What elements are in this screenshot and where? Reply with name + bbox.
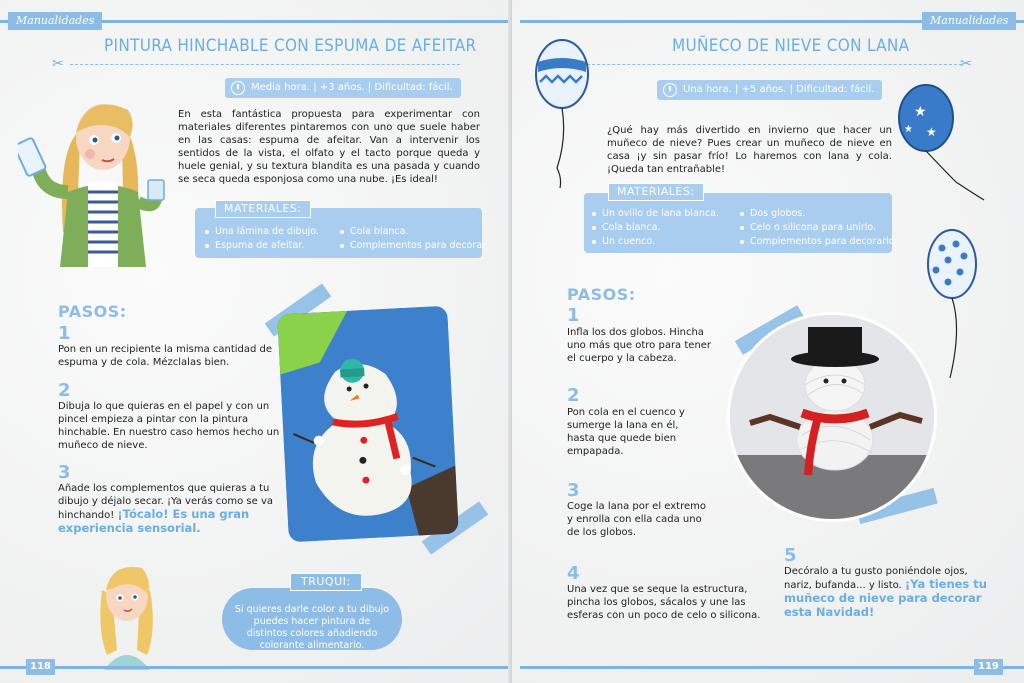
step-text: [784, 565, 989, 620]
step-number: 4: [567, 563, 580, 584]
steps-heading: PASOS:: [58, 302, 127, 321]
right-page: [512, 0, 1024, 683]
step-number: 1: [58, 323, 71, 344]
yarn-snowman-photo: [727, 312, 937, 522]
info-pill: [657, 80, 882, 100]
step-text: Una vez que se seque la estructura, pincha los globos, sácalos y une las esferas con un poco de celo o silicona.: [567, 584, 761, 621]
material-item: Complementos para decorarlo.: [740, 236, 897, 247]
svg-text:★: ★: [926, 125, 937, 139]
steps-heading: PASOS:: [567, 285, 636, 304]
step-text: Coge la lana por el extremo y enrolla con ella cada uno de los globos.: [567, 501, 706, 538]
truqui-bubble: Si quieres darle color a tu dibujo puedes hacer pintura de distintos colores añadiendo colorante alimentario.: [222, 588, 402, 650]
material-item: Un ovillo de lana blanca.: [592, 208, 719, 219]
material-item: Complementos para decorar.: [340, 240, 488, 251]
cut-line: [572, 64, 962, 65]
material-item: Espuma de afeitar.: [205, 240, 304, 251]
step-text: Pon cola en el cuenco y sumerge la lana en él, hasta que quede bien empapada.: [567, 407, 685, 457]
section-tag: Manualidades: [922, 12, 1016, 30]
info-pill: [225, 78, 461, 98]
scissors-icon: ✂: [52, 56, 64, 72]
girl-portrait-illustration: [92, 560, 162, 670]
step-number: 3: [58, 462, 71, 483]
scissors-icon: ✂: [960, 56, 972, 72]
footer-rule: [0, 666, 512, 669]
page-number: 118: [26, 659, 55, 675]
step-body: Decóralo a tu gusto poniéndole ojos, nariz, bufanda... y listo.: [784, 566, 968, 591]
step-number: 5: [784, 545, 797, 566]
info-text: Una hora. | +5 años. | Dificultad: fácil.: [683, 84, 875, 95]
materials-label: MATERIALES:: [215, 200, 311, 218]
material-item: Celo o silicona para unirlo.: [740, 222, 876, 233]
materials-label: MATERIALES:: [608, 183, 704, 201]
page-title: MUÑECO DE NIEVE CON LANA: [672, 36, 910, 56]
clock-icon: [663, 83, 677, 97]
step-text: Infla los dos globos. Hincha uno más que otro para tener el cuerpo y la cabeza.: [567, 327, 712, 364]
balloon-icon: [532, 38, 592, 188]
info-text: Media hora. | +3 años. | Dificultad: fácil.: [251, 82, 453, 93]
step-highlight: ¡Ya tienes tu muñeco de nieve para decorar esta Navidad!: [784, 577, 987, 619]
step-number: 1: [567, 305, 580, 326]
footer-rule: [520, 666, 1024, 669]
material-item: Cola blanca.: [340, 226, 409, 237]
foam-snowman-photo: [277, 306, 459, 543]
material-item: Un cuenco.: [592, 236, 655, 247]
step-text: Dibuja lo que quieras en el papel y con un pincel empieza a pintar con la pintura hinchable. En nuestro caso hemos hecho un muñeco de nieve.: [58, 401, 280, 451]
girl-illustration: [18, 92, 178, 272]
cut-line: [70, 64, 460, 65]
step-highlight: ¡Tócalo! Es una gran experiencia sensorial.: [58, 507, 250, 535]
svg-text:★: ★: [914, 104, 927, 120]
intro-text: ¿Qué hay más divertido en invierno que hacer un muñeco de nieve? Pues crear un muñeco de nieve en casa ¡y sin pasar frío! Lo haremos con lana y cola. ¡Queda tan entrañable!: [607, 125, 892, 175]
step-number: 2: [58, 380, 71, 401]
page-title: PINTURA HINCHABLE CON ESPUMA DE AFEITAR: [104, 36, 477, 56]
balloon-icon: [896, 82, 986, 202]
material-item: Una lámina de dibujo.: [205, 226, 319, 237]
step-number: 2: [567, 385, 580, 406]
svg-text:★: ★: [904, 124, 913, 135]
material-item: Dos globos.: [740, 208, 805, 219]
page-number: 119: [974, 659, 1003, 675]
intro-text: En esta fantástica propuesta para experimentar con materiales diferentes pintaremos con uno que suele haber en las casas: espuma de afeitar. Van a intervenir los sentidos de la vista, el olfato y el tacto porque queda y huele genial, y su textura blandita es una pasada y cuando se seca queda esponjosa como una nube. ¡Es ideal!: [178, 109, 480, 185]
section-tag: Manualidades: [8, 12, 102, 30]
balloon-icon: [922, 228, 982, 378]
step-text: Pon en un recipiente la misma cantidad de espuma y de cola. Mézclalas bien.: [58, 344, 273, 368]
truqui-label: TRUQUI:: [290, 573, 362, 591]
step-text: [58, 482, 273, 536]
clock-icon: [231, 81, 245, 95]
material-item: Cola blanca.: [592, 222, 661, 233]
step-number: 3: [567, 480, 580, 501]
step-body: Añade los complementos que quieras a tu dibujo y déjalo secar. ¡Ya verás como se va hinchando!: [58, 483, 273, 521]
